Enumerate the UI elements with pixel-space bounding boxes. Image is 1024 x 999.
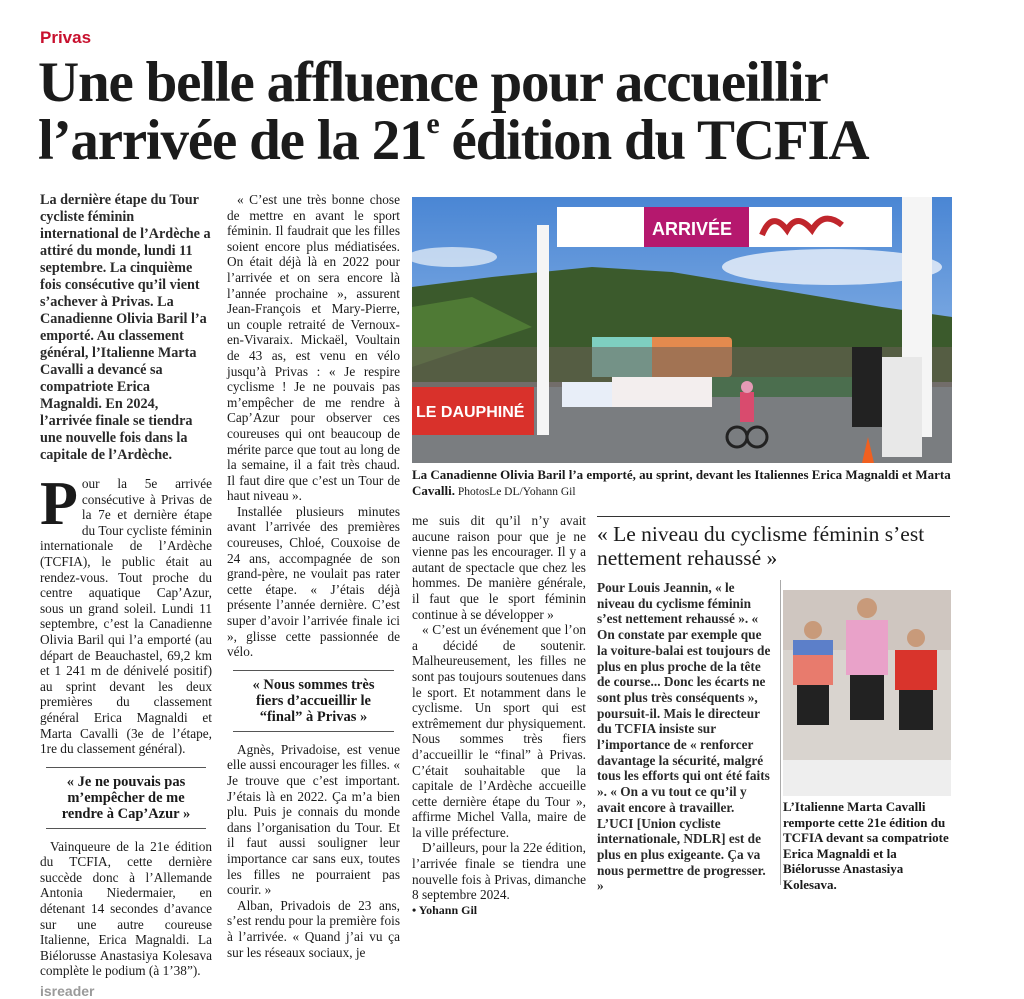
podium-photo xyxy=(783,590,951,796)
intertitle: « Je ne pouvais pas m’empêcher de me rendre à Cap’Azur » xyxy=(46,767,206,829)
paragraph: D’ailleurs, pour la 22e édition, l’arrivée finale se tiendra une nouvelle fois à Privas, dimanche 8 septembre 2024. xyxy=(412,840,586,903)
column-divider xyxy=(780,580,781,885)
sidebar-text: Pour Louis Jeannin, « le niveau du cyclisme féminin s’est nettement rehaussé ». « On constate par exemple que la voiture-balai est toujours de plus en plus proche de la tête de course... Donc les écarts ne sont plus très conséquents », poursuit-il. Mais le directeur du TCFIA insiste sur l’importance de « renforcer davantage la sécurité, malgré tous les efforts qui ont été faits ». « On a vu tout ce qu’il y avait encore à travailler. L’UCI [Union cycliste internationale, NDLR] est de plus en plus exigeante. Ça va nous permettre de progresser. » xyxy=(597,580,771,894)
paragraph: Vainqueure de la 21e édition du TCFIA, cette dernière succède donc à l’Allemande Antonia Niedermaier, en détenant 14 secondes d’avance sur une autre coureuse Italienne, Erica Magnaldi. La Biélorusse Anastasiya Kolesava complète le podium (à 1’38”). xyxy=(40,838,212,979)
paragraph: « C’est une très bonne chose de mettre en avant le sport féminin. Il faudrait que les filles soient encore plus médiatisées. On était déjà là en 2022 pour l’arrivée et on sera encore là l’année prochaine », assurent Jean-François et Mary-Pierre, un couple retraité de Vernoux-en-Vivaraix. Mickaël, Voultain de 43 as, est venu en vélo jusqu’à Privas : « Je respire cyclisme ! Je ne pouvais pas m’empêcher de me rendre à Cap’Azur pour observer ces coureuses qui ont beaucoup de mérite parce que tout au long de la semaine, il a fait très chaud. Il faut dire que c’est un Tour de haut niveau ». xyxy=(227,192,400,504)
headline-line1: Une belle affluence pour accueillir xyxy=(38,51,828,114)
photo-credit: PhotosLe DL/Yohann Gil xyxy=(454,486,576,498)
sidebar-divider xyxy=(597,516,950,517)
finish-line-illustration xyxy=(412,197,952,463)
paragraph: our la 5e arrivée consécutive à Privas de la 7e et dernière étape du Tour cycliste féminin internationale de l’Ardèche (TCFIA), le public était au rendez-vous. Tout proche du centre aquatique Cap’Azur, sous un grand soleil. Lundi 11 septembre, c’est la Canadienne Olivia Baril qui l’a emporté (au départ de Beauchastel, 69,2 km et 1 241 m de dénivelé positif) au sprint devant les deux premières du classement général Erica Magnaldi et Marta Cavalli (3e de l’étape, 1re du classement général). xyxy=(40,476,212,757)
sponsor-banner-text: LE DAUPHINÉ xyxy=(416,404,525,421)
watermark: isreader xyxy=(40,983,95,999)
intertitle: « Nous sommes très fiers d’accueillir le “final” à Privas » xyxy=(233,670,394,732)
drop-cap: P xyxy=(40,470,78,538)
headline-line2b: édition du TCFIA xyxy=(438,109,869,172)
headline-sup: e xyxy=(426,107,439,140)
article-column-1 xyxy=(40,192,212,999)
paragraph: « C’est un événement que l’on a décidé de soutenir. Malheureusement, les filles ne sont pas toujours soutenues dans le sport. Et notamment dans le cyclisme. Un sport qui est extrêmement dur physiquement. Nous sommes très fiers d’accueillir le “final” à Privas. C’était souhaitable que la capitale de l’Ardèche accueille cette dernière étape du Tour », affirme Michel Valla, maire de la ville préfecture. xyxy=(412,622,586,840)
paragraph: me suis dit qu’il n’y avait aucune raison pour que je ne vienne pas les encourager. Il y a autant de spectacle que chez les hommes. De manière générale, il faut que le sport féminin continue à se développer » xyxy=(412,513,586,622)
headline-line2a: l’arrivée de la 21 xyxy=(38,109,427,172)
podium-illustration xyxy=(783,590,951,796)
article-column-2 xyxy=(227,192,400,960)
arrival-banner-text: ARRIVÉE xyxy=(652,219,733,239)
headline xyxy=(38,51,998,172)
paragraph: Installée plusieurs minutes avant l’arrivée des premières coureuses, Chloé, Couxoise de 24 ans, accompagnée de son grand-père, ne voulait pas rater cette étape. « J’étais déjà présente l’année dernière. C’est super d’avoir l’arrivée finale ici », glisse cette passionnée de vélo. xyxy=(227,503,400,660)
finish-line-photo xyxy=(412,197,952,463)
byline: • Yohann Gil xyxy=(412,902,478,917)
paragraph: Agnès, Privadoise, est venue elle aussi encourager les filles. « Je trouve que c’est important. J’étais là en 2022. Ça m’a bien plu. Puis je connais du monde dans l’organisation du Tour. Et il faut aussi souligner leur importance car sans eux, toutes les filles ne pourraient pas courir. » xyxy=(227,741,400,898)
photo-caption xyxy=(412,467,952,500)
article-lede: La dernière étape du Tour cycliste féminin international de l’Ardèche a attiré du monde, lundi 11 septembre. La cinquième fois consécutive qu’il vient s’achever à Privas. La Canadienne Olivia Baril l’a emporté. Au classement général, l’Italienne Marta Cavalli a devancé sa compatriote Erica Magnaldi. En 2024, l’arrivée finale se tiendra une nouvelle fois dans la capitale de l’Ardèche. xyxy=(40,192,211,463)
paragraph: Alban, Privadois de 23 ans, s’est rendu pour la première fois à l’arrivée. « Quand j’ai vu ça sur les réseaux sociaux, je xyxy=(227,897,400,960)
caption-text: La Canadienne Olivia Baril l’a emporté, au sprint, devant les Italiennes Erica Magnaldi et Marta Cavalli. xyxy=(412,467,951,498)
sidebar-title: « Le niveau du cyclisme féminin s’est nettement rehaussé » xyxy=(597,522,925,570)
podium-photo-caption: L’Italienne Marta Cavalli remporte cette 21e édition du TCFIA devant sa compatriote Erica Magnaldi et la Biélorusse Anastasiya Kolesava. xyxy=(783,799,949,892)
article-column-3 xyxy=(412,513,586,918)
section-kicker: Privas xyxy=(40,28,92,47)
